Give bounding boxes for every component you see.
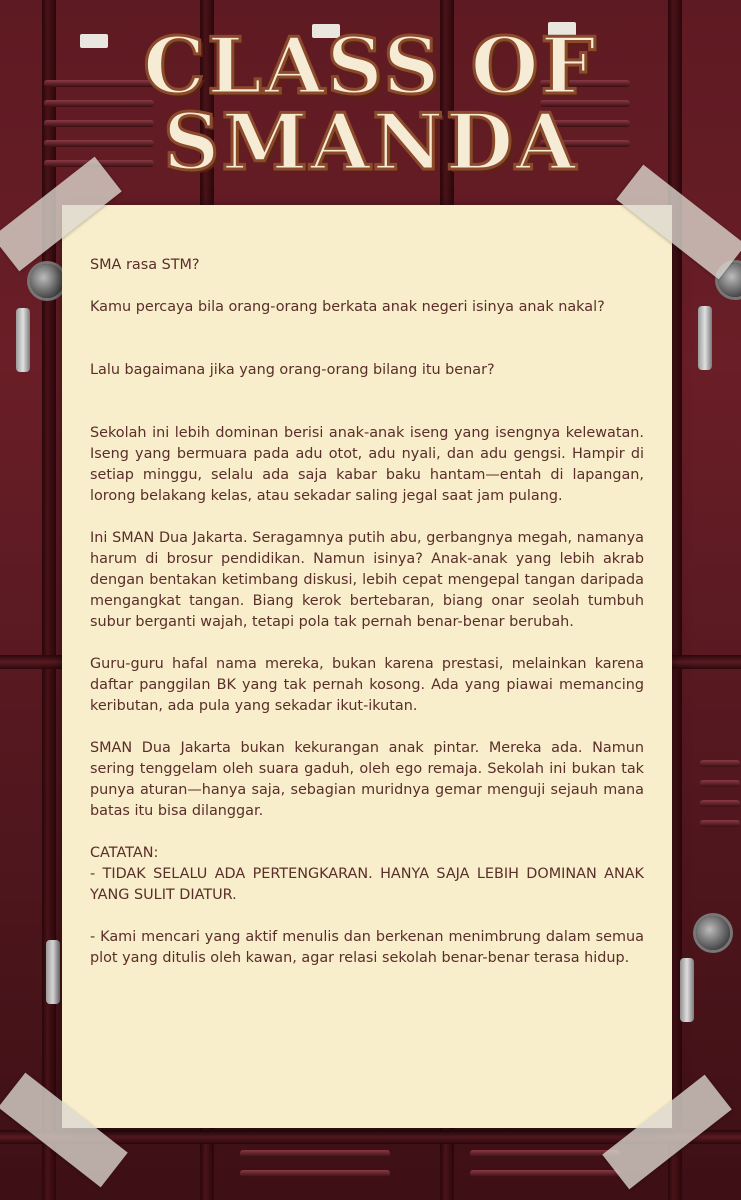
locker-latch (46, 940, 60, 1004)
body-paragraph: SMAN Dua Jakarta bukan kekurangan anak pintar. Mereka ada. Namun sering tenggelam oleh suara gaduh, oleh ego remaja. Sekolah ini bukan tak punya aturan—hanya saja, sebagian muridnya gemar menguji sejauh mana batas itu bisa dilanggar. (90, 740, 644, 819)
locker-vent (700, 820, 740, 827)
title-line-2: SMANDA (163, 97, 578, 188)
locker-vent (700, 760, 740, 767)
locker-latch (16, 308, 30, 372)
locker-vent (470, 1150, 620, 1157)
body-paragraph: Guru-guru hafal nama mereka, bukan karena prestasi, melainkan karena daftar panggilan BK yang tak pernah kosong. Ada yang piawai memancing keributan, ada pula yang sekadar ikut-ikutan. (90, 656, 644, 714)
body-paragraph: Ini SMAN Dua Jakarta. Seragamnya putih abu, gerbangnya megah, namanya harum di brosur pendidikan. Namun isinya? Anak-anak yang lebih akrab dengan bentakan ketimbang diskusi, lebih cepat mengepal tangan daripada mengangkat tangan. Biang kerok bertebaran, biang onar seolah tumbuh subur berganti wajah, tetapi pola tak pernah benar-benar berubah. (90, 530, 644, 630)
paper-content (90, 255, 644, 969)
locker-vent (700, 780, 740, 787)
locker-latch (680, 958, 694, 1022)
locker-vent (470, 1170, 620, 1177)
locker-vent (240, 1170, 390, 1177)
title-line-1: CLASS OF (143, 21, 598, 112)
locker-vent (240, 1150, 390, 1157)
locker-lock-icon (30, 264, 64, 298)
notes-heading: CATATAN: (90, 845, 159, 861)
intro-line: Lalu bagaimana jika yang orang-orang bilang itu benar? (90, 362, 495, 378)
locker-lock-icon (696, 916, 730, 950)
locker-latch (698, 306, 712, 370)
intro-line: Kamu percaya bila orang-orang berkata anak negeri isinya anak nakal? (90, 299, 605, 315)
note-item: - Kami mencari yang aktif menulis dan berkenan menimbrung dalam semua plot yang ditulis oleh kawan, agar relasi sekolah benar-benar terasa hidup. (90, 929, 644, 966)
locker-vent (700, 800, 740, 807)
body-paragraph: Sekolah ini lebih dominan berisi anak-anak iseng yang isengnya kelewatan. Iseng yang bermuara pada adu otot, adu nyali, dan adu gengsi. Hampir di setiap minggu, selalu ada saja kabar baku hantam—entah di lapangan, lorong belakang kelas, atau sekadar saling jegal saat jam pulang. (90, 425, 644, 504)
note-item: - TIDAK SELALU ADA PERTENGKARAN. HANYA SAJA LEBIH DOMINAN ANAK YANG SULIT DIATUR. (90, 866, 644, 903)
intro-line: SMA rasa STM? (90, 257, 200, 273)
